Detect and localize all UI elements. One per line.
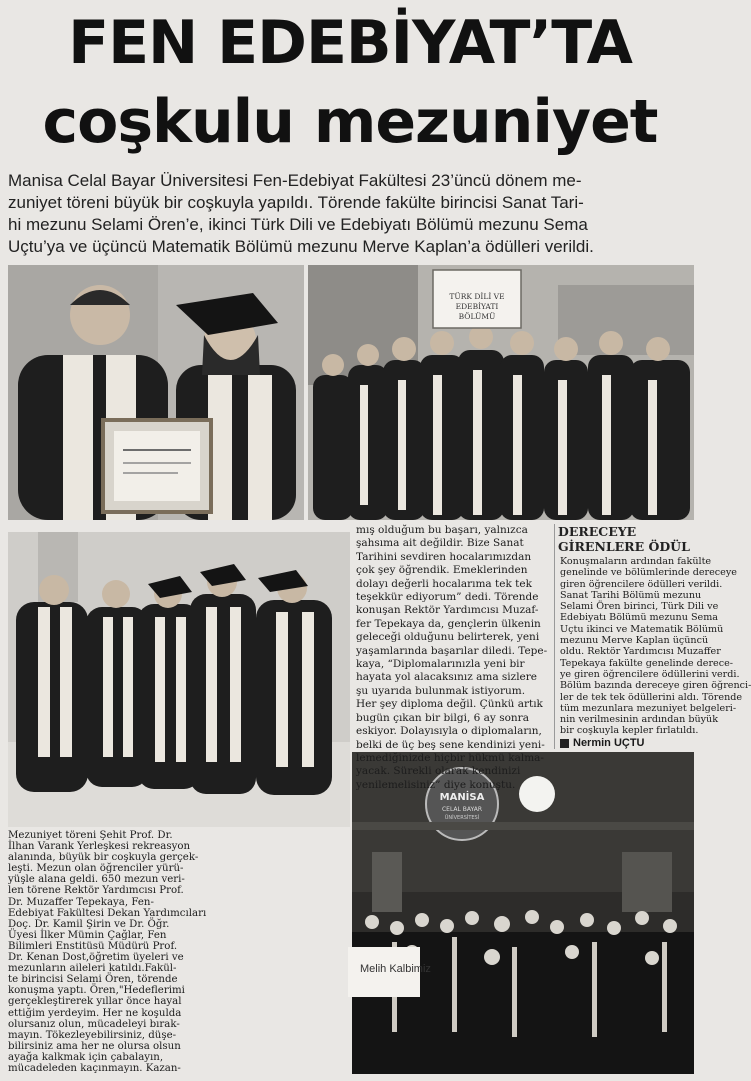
photo-group-graphic xyxy=(308,265,694,520)
stage-logo-text-1: MANİSA xyxy=(439,792,485,803)
right-line: oldu. Rektör Yardımcısı Muzaffer xyxy=(560,646,721,658)
left-line: yüşle alana geldi. 650 mezun veri- xyxy=(8,874,185,886)
lead-line: zuniyet töreni büyük bir coşkuyla yapıldı. Törende fakülte birincisi Sanat Tari- xyxy=(8,193,584,212)
byline-author: Nermin UÇTU xyxy=(573,737,645,749)
photo-graduates-group xyxy=(308,265,694,520)
stage-logo-text-2: CELAL BAYAR xyxy=(441,806,483,813)
left-line: ayağa kalkmak için çabalayın, xyxy=(8,1051,164,1063)
right-line: Edebiyatı Bölümü mezunu Sema xyxy=(560,612,719,624)
right-line: Tepekaya fakülte genelinde derece- xyxy=(560,657,734,669)
headline-line-1: FEN EDEBİYAT’TA xyxy=(68,8,632,78)
left-line: alanında, büyük bir coşkuyla gerçek- xyxy=(8,852,199,864)
photo-award-winners xyxy=(8,532,350,827)
middle-line: dolayı değerli hocalarıma tek tek xyxy=(356,577,532,590)
right-line: Sanat Tarihi Bölümü mezunu xyxy=(560,589,702,601)
middle-line: Her şey diploma değil. Çünkü artık xyxy=(356,698,543,711)
right-line: Selami Ören birinci, Türk Dili ve xyxy=(560,601,719,613)
photo-winners-graphic xyxy=(8,532,350,827)
left-line: gerçekleştirerek yıllar önce hayal xyxy=(8,996,182,1008)
headline-line-2: coşkulu mezuniyet xyxy=(42,87,658,157)
middle-line: Tarihini sevdiren hocalarımızdan xyxy=(356,550,532,563)
lead-line: Manisa Celal Bayar Üniversitesi Fen-Edebiyat Fakültesi 23’üncü dönem me- xyxy=(8,171,582,190)
lead-paragraph xyxy=(8,170,694,258)
middle-line: çok şey öğrendik. Emeklerinden xyxy=(356,564,528,577)
middle-column xyxy=(356,524,552,792)
right-line: tüm mezunlara mezuniyet belgeleri- xyxy=(560,702,737,714)
middle-line: geleceği olduğunu belirterek, yeni xyxy=(356,631,540,644)
right-line: giren öğrencilere ödülleri verildi. xyxy=(560,578,723,590)
photo-ceremony-graphic xyxy=(352,752,694,1074)
middle-line: yenilemelisiniz” diye konuştu. xyxy=(356,778,516,791)
byline-square-icon xyxy=(560,739,569,748)
lead-line: Uçtu’ya ve üçüncü Matematik Bölümü mezunu Merve Kaplan’a ödülleri verildi. xyxy=(8,237,594,256)
middle-line: yacak. Sürekli olarak kendinizi xyxy=(356,765,521,778)
left-line: Üyesi İlker Mümin Çağlar, Fen xyxy=(8,929,167,941)
left-line: mücadeleden kaçınmayın. Kazan- xyxy=(8,1062,181,1074)
banner-text: Melih Kalbimiz xyxy=(360,963,431,975)
byline xyxy=(560,737,645,749)
left-line: mayın. Tökezleyebilirsiniz, düşe- xyxy=(8,1029,177,1041)
left-line: Mezuniyet töreni Şehit Prof. Dr. xyxy=(8,830,173,841)
right-line: ye giren öğrencilere ödüllerini verdi. xyxy=(560,668,740,680)
right-line: nin verilmesinin ardından büyük xyxy=(560,714,719,726)
middle-line: lemediğinizde hiçbir hükmü kalma- xyxy=(356,751,544,764)
right-line: Uçtu ikinci ve Matematik Bölümü xyxy=(560,623,724,635)
left-line: ettiğim yerdeyim. Her ne koşulda xyxy=(8,1007,182,1019)
right-line: mezunu Merve Kaplan üçüncü xyxy=(560,635,709,647)
section-subhead: DERECEYE GİRENLERE ÖDÜL xyxy=(558,524,690,554)
lead-line: hi mezunu Selami Ören’e, ikinci Türk Dili ve Edebiyatı Bölümü mezunu Sema xyxy=(8,215,588,234)
left-line: Doç. Dr. Kamil Şirin ve Dr. Öğr. xyxy=(8,918,170,930)
left-line: mezunların aileleri katıldı.Fakül- xyxy=(8,963,177,975)
left-line: leşti. Mezun olan öğrenciler yürü- xyxy=(8,863,184,875)
right-line: ler de tek tek ödüllerini aldı. Törende xyxy=(560,691,743,703)
photo-ceremony-night xyxy=(352,752,694,1074)
middle-line: fer Tepekaya da, gençlerin ülkenin xyxy=(356,617,541,630)
left-line: olursanız olun, mücadeleyi bırak- xyxy=(8,1018,180,1030)
right-column xyxy=(560,556,751,737)
right-line: genelinde ve bölümlerinde dereceye xyxy=(560,567,737,579)
left-line: bilirsiniz ama her ne olursa olsun xyxy=(8,1040,181,1052)
right-line: Bölüm bazında dereceye giren öğrenci- xyxy=(560,680,751,692)
middle-line: eskiyor. Dolayısıyla o diplomaların, xyxy=(356,725,542,738)
middle-line: teşekkür ediyorum” dedi. Törende xyxy=(356,591,539,604)
left-line: len törene Rektör Yardımcısı Prof. xyxy=(8,885,184,897)
left-column xyxy=(8,830,348,1074)
left-line: Bilimleri Enstitüsü Müdürü Prof. xyxy=(8,940,178,952)
middle-line: şu uyarıda bulunmak istiyorum. xyxy=(356,684,526,697)
photo-award-graphic xyxy=(8,265,304,520)
left-line: Dr. Kenan Dost,öğretim üyeleri ve xyxy=(8,952,184,964)
middle-line: şahsıma ait değildir. Bize Sanat xyxy=(356,537,524,550)
left-line: te birincisi Selami Ören, törende xyxy=(8,974,178,986)
middle-line: bugün çıkan bir bilgi, 6 ay sonra xyxy=(356,711,529,724)
right-line: Konuşmaların ardından fakülte xyxy=(560,556,712,567)
middle-line: konuşan Rektör Yardımcısı Muzaf- xyxy=(356,604,539,617)
middle-line: belki de üç beş sene kendinizi yeni- xyxy=(356,738,545,751)
middle-line: hayata yol alacaksınız ama sizlere xyxy=(356,671,537,684)
sign-text-1: TÜRK DİLİ VE xyxy=(449,292,505,301)
sign-text-3: BÖLÜMÜ xyxy=(458,312,496,321)
left-line: Dr. Muzaffer Tepekaya, Fen- xyxy=(8,896,154,908)
right-line: bir coşkuyla kepler fırlatıldı. xyxy=(560,725,699,737)
sign-text-2: EDEBİYATI xyxy=(455,302,499,311)
middle-line: mış olduğum bu başarı, yalnızca xyxy=(356,524,528,536)
left-line: İlhan Varank Yerleşkesi rekreasyon xyxy=(8,841,191,853)
middle-line: kaya, “Diplomalarınızla yeni bir xyxy=(356,658,525,671)
column-divider xyxy=(554,524,555,749)
photo-award-certificate xyxy=(8,265,304,520)
left-line: Edebiyat Fakültesi Dekan Yardımcıları xyxy=(8,907,207,919)
middle-line: yaşamlarında başarılar diledi. Tepe- xyxy=(356,644,548,657)
left-line: konuşma yaptı. Ören,"Hedeflerimi xyxy=(8,985,185,997)
stage-logo-text-3: ÜNİVERSİTESİ xyxy=(444,815,480,821)
